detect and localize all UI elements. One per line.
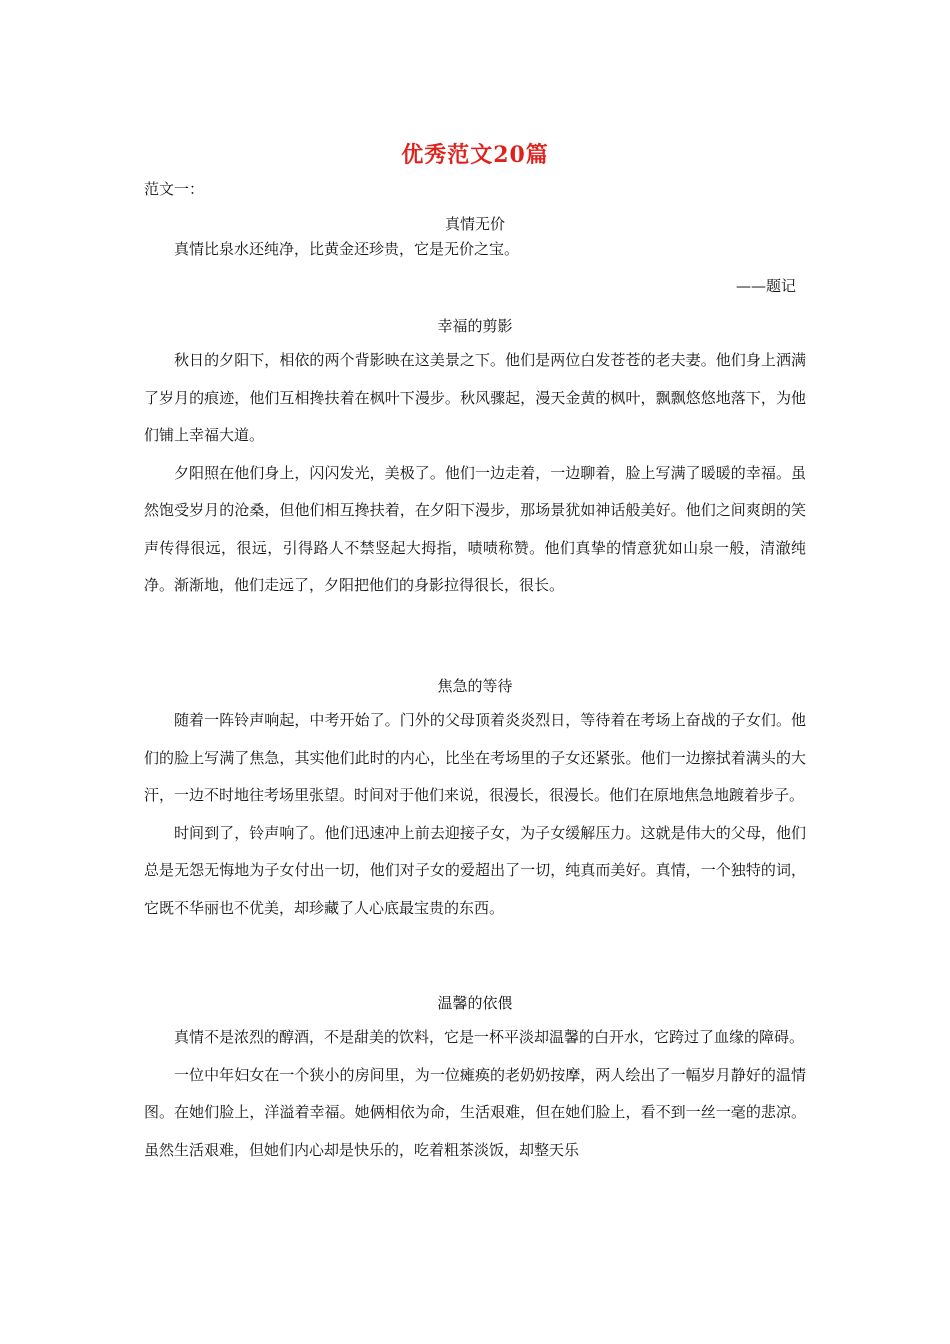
essay-title: 真情无价 [444,215,505,233]
section-heading: 幸福的剪影 [437,317,513,335]
section-label: 范文一： [144,180,205,198]
section-heading: 焦急的等待 [437,677,513,695]
essay-header [144,214,806,296]
paragraph: 夕阳照在他们身上，闪闪发光，美极了。他们一边走着，一边聊着，脸上写满了暖暖的幸福。虽然饱受岁月的沧桑，但他们相互搀扶着，在夕阳下漫步，那场景犹如神话般美好。他们之间爽朗的笑声传得很远，很远，引得路人不禁竖起大拇指，啧啧称赞。他们真挚的情意犹如山泉一般，清澈纯净。渐渐地，他们走远了，夕阳把他们的身影拉得很长，很长。 [144,463,806,594]
section-companionship [144,993,806,1169]
paragraph: 时间到了，铃声响了。他们迅速冲上前去迎接子女，为子女缓解压力。这就是伟大的父母，他们总是无怨无悔地为子女付出一切，他们对子女的爱超出了一切，纯真而美好。真情，一个独特的词，它既不华丽也不优美，却珍藏了人心底最宝贵的东西。 [144,823,806,917]
document-title: 优秀范文20篇 [401,142,549,168]
paragraph: 秋日的夕阳下，相依的两个背影映在这美景之下。他们是两位白发苍苍的老夫妻。他们身上洒满了岁月的痕迹，他们互相搀扶着在枫叶下漫步。秋风骤起，漫天金黄的枫叶，飘飘悠悠地落下，为他们铺上幸福大道。 [144,351,806,444]
paragraph: 一位中年妇女在一个狭小的房间里，为一位瘫痪的老奶奶按摩，两人绘出了一幅岁月静好的温情图。在她们脸上，洋溢着幸福。她俩相依为命，生活艰难，但在她们脸上，看不到一丝一毫的悲凉。虽然生活艰难，但她们内心却是快乐的，吃着粗茶淡饭，却整天乐 [144,1065,806,1159]
section-waiting [144,676,806,927]
section-heading: 温馨的依偎 [437,994,513,1012]
paragraph: 真情不是浓烈的醇酒，不是甜美的饮料，它是一杯平淡却温馨的白开水，它跨过了血缘的障碍。 [174,1028,805,1046]
epigraph-source: ——题记 [735,277,796,295]
paragraph: 随着一阵铃声响起，中考开始了。门外的父母顶着炎炎烈日，等待着在考场上奋战的子女们。他们的脸上写满了焦急，其实他们此时的内心，比坐在考场里的子女还紧张。他们一边擦拭着满头的大汗，一边不时地往考场里张望。时间对于他们来说，很漫长，很漫长。他们在原地焦急地踱着步子。 [144,711,806,804]
section-happiness [144,316,806,605]
epigraph: 真情比泉水还纯净，比黄金还珍贵，它是无价之宝。 [174,240,520,258]
